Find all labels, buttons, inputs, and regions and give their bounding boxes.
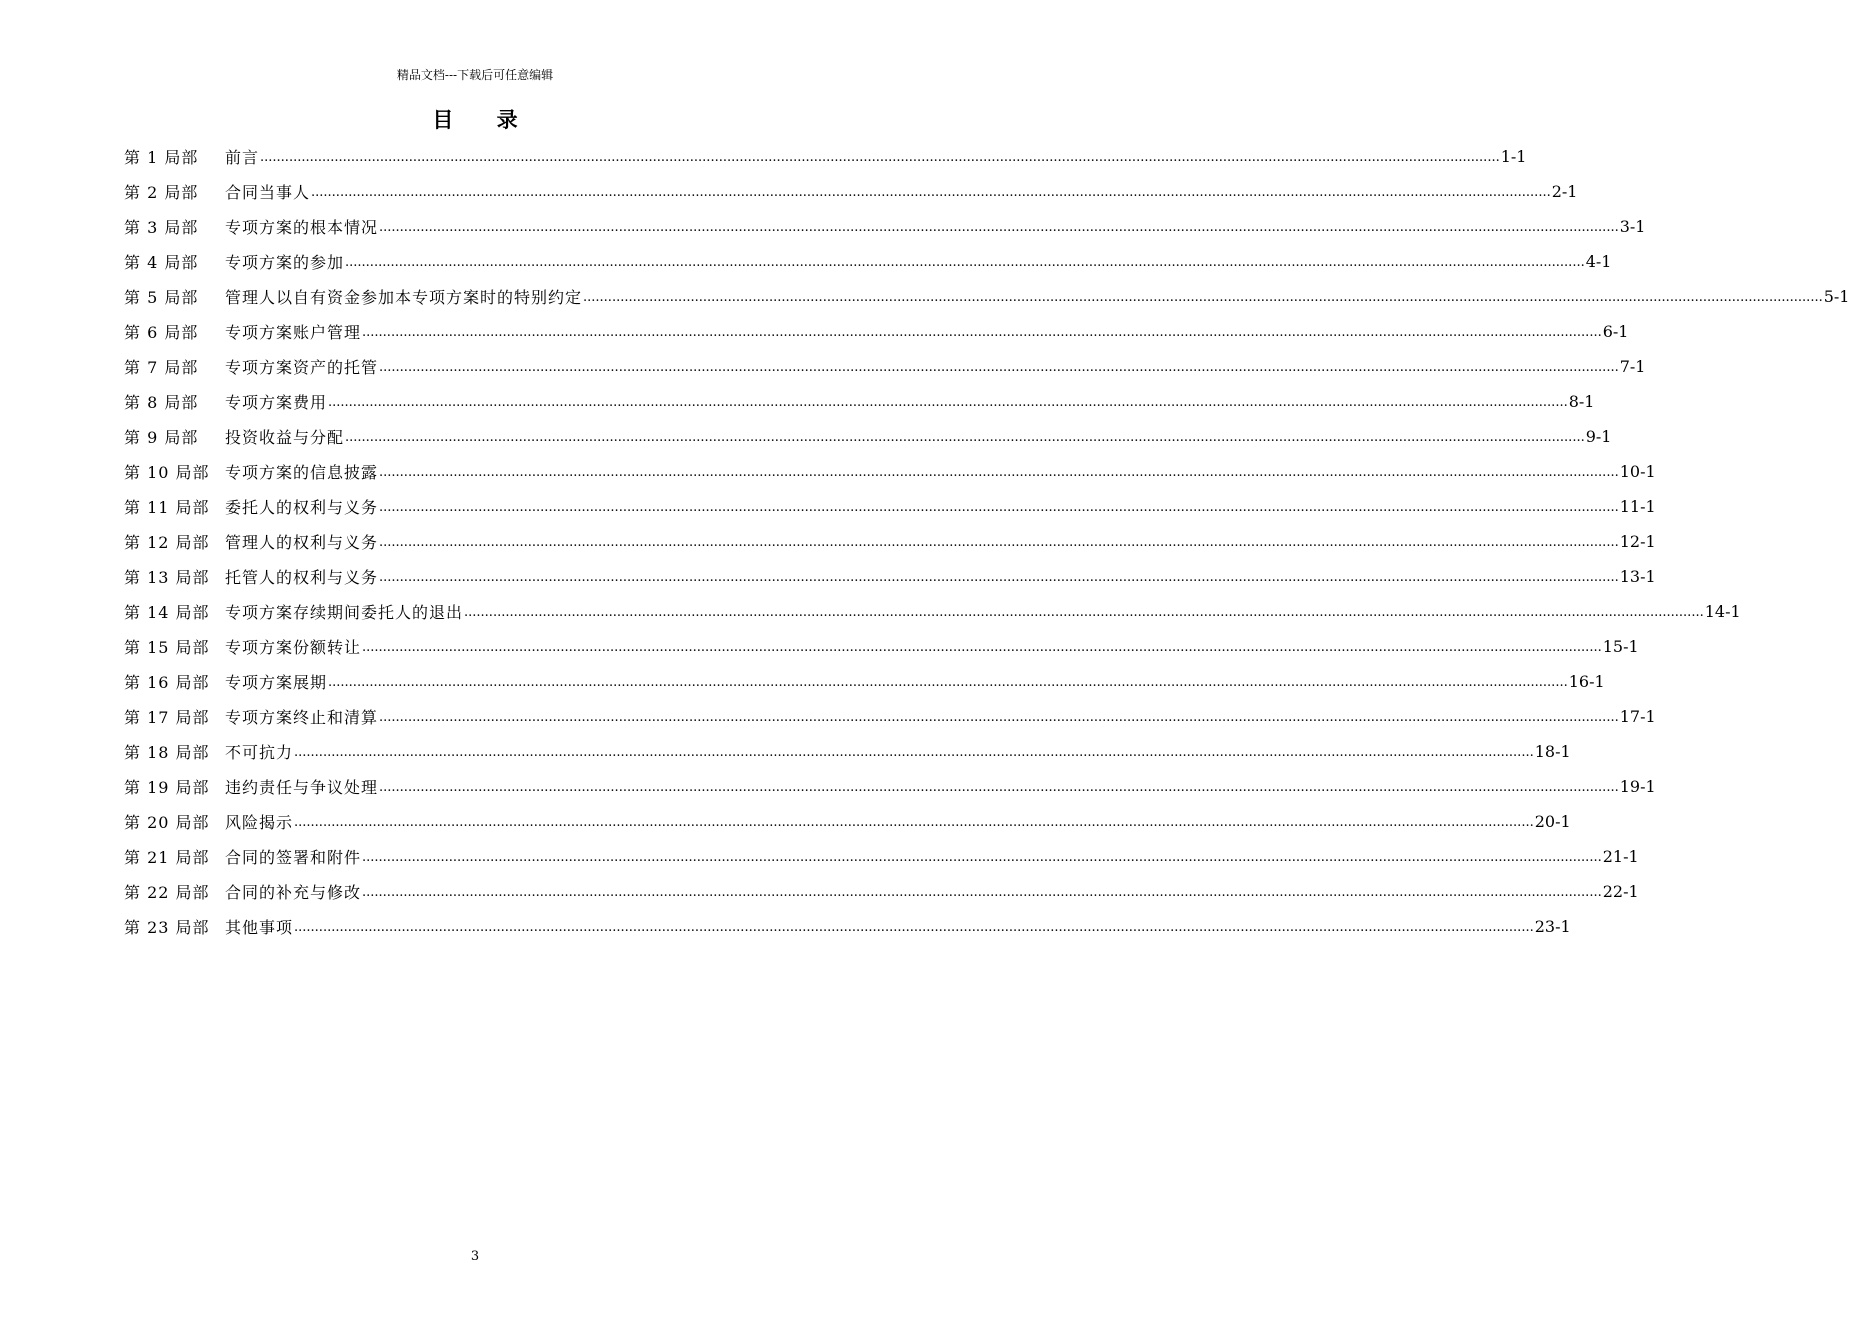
toc-entry[interactable] [124, 139, 1527, 174]
toc-leader-dots: ............................................................................................................................................................................................................................................................................................................ [294, 920, 1534, 935]
toc-part-number: 第 16 局部 [124, 673, 210, 692]
toc-page-number: 1-1 [1500, 147, 1527, 166]
toc-entry-title: 投资收益与分配 [225, 428, 345, 447]
toc-page-number: 5-1 [1823, 287, 1849, 306]
toc-part-number: 第 10 局部 [124, 463, 210, 482]
toc-leader-dots: ............................................................................................................................................................................................................................................................................................................ [328, 395, 1568, 410]
toc-entry-title: 合同当事人 [225, 183, 311, 202]
toc-page-number: 17-1 [1619, 707, 1656, 726]
toc-page-number: 14-1 [1704, 602, 1741, 621]
toc-entry-title: 风险揭示 [225, 813, 294, 832]
toc-leader-dots: ............................................................................................................................................................................................................................................................................................................ [362, 885, 1602, 900]
toc-part-number: 第 21 局部 [124, 848, 210, 867]
toc-page-number: 6-1 [1602, 322, 1629, 341]
toc-entry[interactable] [124, 664, 1605, 699]
page-title: 目 录 [432, 107, 536, 132]
toc-part-number: 第 13 局部 [124, 568, 210, 587]
toc-entry-title: 前言 [225, 148, 260, 167]
toc-part-number: 第 5 局部 [124, 288, 199, 307]
toc-page-number: 8-1 [1568, 392, 1595, 411]
toc-leader-dots: ............................................................................................................................................................................................................................................................................................................ [345, 255, 1585, 270]
toc-page-number: 21-1 [1602, 847, 1639, 866]
toc-part-number: 第 12 局部 [124, 533, 210, 552]
toc-entry[interactable] [124, 419, 1612, 454]
toc-entry-title: 专项方案资产的托管 [225, 358, 379, 377]
toc-entry[interactable] [124, 559, 1656, 594]
toc-entry-title: 管理人以自有资金参加本专项方案时的特别约定 [225, 288, 583, 307]
toc-entry-title: 专项方案展期 [225, 673, 328, 692]
toc-leader-dots: ............................................................................................................................................................................................................................................................................................................ [362, 850, 1602, 865]
toc-leader-dots: ............................................................................................................................................................................................................................................................................................................ [379, 570, 1619, 585]
toc-entry-title: 其他事项 [225, 918, 294, 937]
toc-entry-title: 合同的签署和附件 [225, 848, 362, 867]
toc-entry[interactable] [124, 804, 1571, 839]
toc-entry[interactable] [124, 489, 1656, 524]
toc-leader-dots: ............................................................................................................................................................................................................................................................................................................ [379, 710, 1619, 725]
toc-entry[interactable] [124, 244, 1612, 279]
toc-leader-dots: ............................................................................................................................................................................................................................................................................................................ [379, 465, 1619, 480]
toc-leader-dots: ............................................................................................................................................................................................................................................................................................................ [362, 325, 1602, 340]
toc-entry[interactable] [124, 174, 1578, 209]
toc-part-number: 第 20 局部 [124, 813, 210, 832]
toc-leader-dots: ............................................................................................................................................................................................................................................................................................................ [345, 430, 1585, 445]
toc-entry-title: 专项方案存续期间委托人的退出 [225, 603, 464, 622]
toc-leader-dots: ............................................................................................................................................................................................................................................................................................................ [379, 535, 1619, 550]
toc-part-number: 第 6 局部 [124, 323, 199, 342]
toc-page-number: 18-1 [1534, 742, 1571, 761]
toc-entry-title: 专项方案的根本情况 [225, 218, 379, 237]
toc-part-number: 第 1 局部 [124, 148, 199, 167]
toc-entry[interactable] [124, 874, 1639, 909]
toc-leader-dots: ............................................................................................................................................................................................................................................................................................................ [464, 605, 1704, 620]
toc-part-number: 第 7 局部 [124, 358, 199, 377]
toc-part-number: 第 17 局部 [124, 708, 210, 727]
toc-leader-dots: ............................................................................................................................................................................................................................................................................................................ [379, 500, 1619, 515]
toc-part-number: 第 9 局部 [124, 428, 199, 447]
toc-entry[interactable] [124, 314, 1629, 349]
toc-part-number: 第 2 局部 [124, 183, 199, 202]
page-number: 3 [470, 1249, 480, 1264]
toc-page-number: 23-1 [1534, 917, 1571, 936]
page-header: 精品文档---下载后可任意编辑 [396, 68, 554, 82]
toc-entry-title: 专项方案终止和清算 [225, 708, 379, 727]
toc-entry-title: 托管人的权利与义务 [225, 568, 379, 587]
toc-entry[interactable] [124, 839, 1639, 874]
toc-entry[interactable] [124, 594, 1741, 629]
toc-leader-dots: ............................................................................................................................................................................................................................................................................................................ [362, 640, 1602, 655]
toc-entry[interactable] [124, 769, 1656, 804]
toc-part-number: 第 14 局部 [124, 603, 210, 622]
toc-page-number: 12-1 [1619, 532, 1656, 551]
toc-part-number: 第 22 局部 [124, 883, 210, 902]
toc-leader-dots: ............................................................................................................................................................................................................................................................................................................ [583, 290, 1823, 305]
toc-page-number: 10-1 [1619, 462, 1656, 481]
toc-page-number: 7-1 [1619, 357, 1646, 376]
toc-entry[interactable] [124, 279, 1849, 314]
toc-part-number: 第 15 局部 [124, 638, 210, 657]
toc-entry-title: 委托人的权利与义务 [225, 498, 379, 517]
toc-leader-dots: ............................................................................................................................................................................................................................................................................................................ [328, 675, 1568, 690]
toc-part-number: 第 23 局部 [124, 918, 210, 937]
toc-page-number: 20-1 [1534, 812, 1571, 831]
toc-page-number: 13-1 [1619, 567, 1656, 586]
toc-part-number: 第 18 局部 [124, 743, 210, 762]
toc-page-number: 19-1 [1619, 777, 1656, 796]
toc-page-number: 11-1 [1619, 497, 1656, 516]
toc-part-number: 第 19 局部 [124, 778, 210, 797]
toc-entry[interactable] [124, 524, 1656, 559]
toc-page-number: 22-1 [1602, 882, 1639, 901]
toc-part-number: 第 8 局部 [124, 393, 199, 412]
toc-entry-title: 不可抗力 [225, 743, 294, 762]
toc-entry-title: 合同的补充与修改 [225, 883, 362, 902]
toc-entry[interactable] [124, 384, 1595, 419]
toc-leader-dots: ............................................................................................................................................................................................................................................................................................................ [260, 150, 1500, 165]
toc-page-number: 3-1 [1619, 217, 1646, 236]
toc-leader-dots: ............................................................................................................................................................................................................................................................................................................ [379, 360, 1619, 375]
table-of-contents [124, 139, 1849, 944]
toc-entry-title: 专项方案账户管理 [225, 323, 362, 342]
toc-entry-title: 管理人的权利与义务 [225, 533, 379, 552]
toc-page-number: 15-1 [1602, 637, 1639, 656]
toc-entry-title: 违约责任与争议处理 [225, 778, 379, 797]
toc-part-number: 第 3 局部 [124, 218, 199, 237]
toc-entry-title: 专项方案份额转让 [225, 638, 362, 657]
toc-entry-title: 专项方案费用 [225, 393, 328, 412]
toc-entry[interactable] [124, 629, 1639, 664]
toc-entry[interactable] [124, 209, 1646, 244]
toc-entry[interactable] [124, 734, 1571, 769]
toc-leader-dots: ............................................................................................................................................................................................................................................................................................................ [294, 815, 1534, 830]
toc-page-number: 4-1 [1585, 252, 1612, 271]
toc-leader-dots: ............................................................................................................................................................................................................................................................................................................ [379, 220, 1619, 235]
toc-page-number: 9-1 [1585, 427, 1612, 446]
toc-part-number: 第 4 局部 [124, 253, 199, 272]
toc-part-number: 第 11 局部 [124, 498, 210, 517]
toc-page-number: 2-1 [1551, 182, 1578, 201]
toc-entry[interactable] [124, 349, 1646, 384]
toc-entry[interactable] [124, 909, 1571, 944]
toc-leader-dots: ............................................................................................................................................................................................................................................................................................................ [294, 745, 1534, 760]
toc-leader-dots: ............................................................................................................................................................................................................................................................................................................ [379, 780, 1619, 795]
toc-entry[interactable] [124, 699, 1656, 734]
toc-entry[interactable] [124, 454, 1656, 489]
toc-page-number: 16-1 [1568, 672, 1605, 691]
toc-entry-title: 专项方案的参加 [225, 253, 345, 272]
toc-entry-title: 专项方案的信息披露 [225, 463, 379, 482]
toc-leader-dots: ............................................................................................................................................................................................................................................................................................................ [311, 185, 1551, 200]
